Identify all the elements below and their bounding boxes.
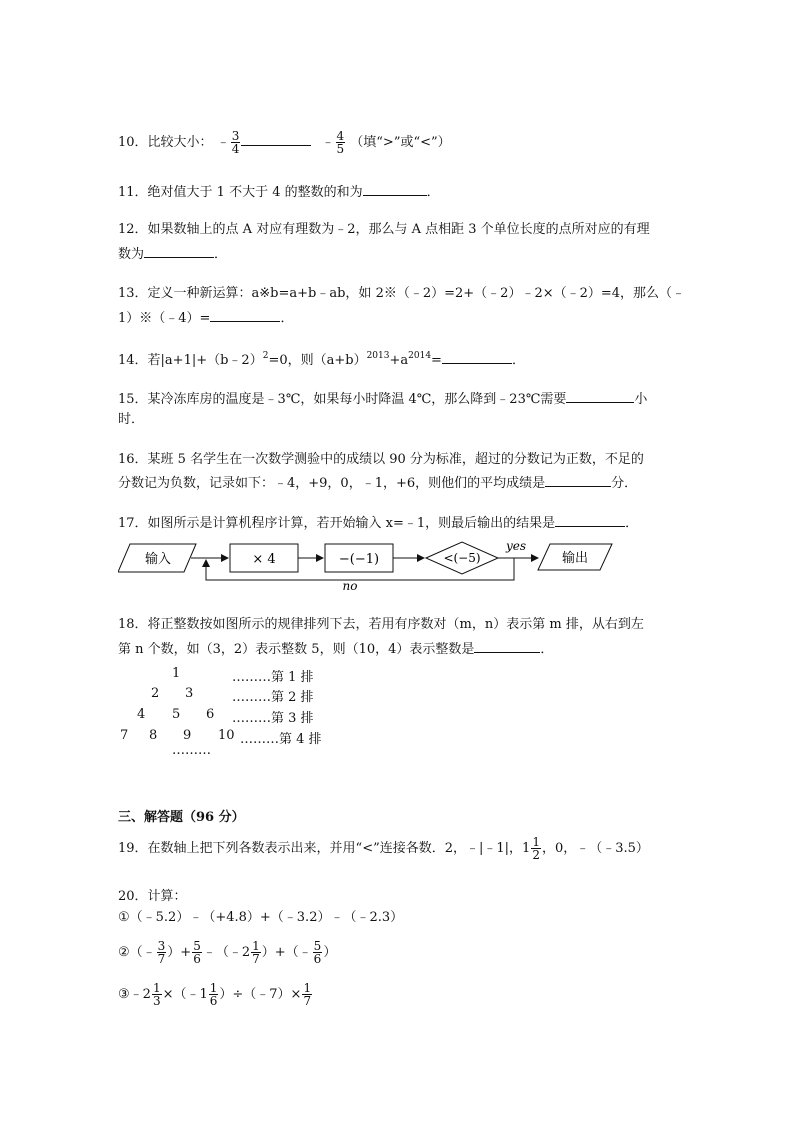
tri-r2-n2: 3 — [185, 686, 194, 701]
q18-end: ． — [540, 642, 554, 657]
q20-p3-f1-den: 3 — [152, 994, 161, 1008]
q11-answer-blank[interactable] — [363, 183, 427, 196]
q20-p2-e: ） — [323, 945, 337, 960]
q15-unit: 小 — [634, 392, 648, 407]
question-18-line-1: 18．将正整数按如图所示的规律排列下去，若用有序数对（m，n）表示第 m 排，从右到左 — [118, 617, 644, 632]
flow-minus-label: −(−1) — [338, 552, 380, 567]
q20-p2-d: ）+（﹣ — [261, 945, 312, 960]
tri-row-1-label: ………第 1 排 — [232, 670, 314, 685]
tri-r4-n3: 9 — [183, 728, 192, 743]
tri-r3-n3: 6 — [206, 707, 215, 722]
tri-continuation-dots: ……… — [172, 743, 211, 758]
q18-answer-blank[interactable] — [474, 640, 540, 653]
q20-p3-a: ③﹣2 — [118, 987, 151, 1002]
q14-text-d: = — [431, 353, 442, 368]
question-19 — [118, 836, 649, 861]
tri-row-3-label: ………第 3 排 — [232, 711, 314, 726]
question-13-line-1: 13．定义一种新运算：a※b=a+b﹣ab，如 2※（﹣2）=2+（﹣2）﹣2×（﹣2）=4，那么（﹣ — [118, 286, 686, 301]
q18-text: 第 n 个数，如（3，2）表示整数 5，则（10，4）表示整数是 — [118, 642, 475, 657]
question-20-heading: 20．计算： — [118, 889, 187, 904]
q15-answer-blank[interactable] — [566, 390, 634, 403]
q19-text-b: ，0，﹣（﹣3.5） — [541, 841, 649, 856]
q20-p3-f2-den: 6 — [209, 994, 218, 1008]
q10-hint: （填“>”或“<”） — [350, 135, 451, 150]
section-3-heading: 三、解答题（96 分） — [118, 810, 245, 825]
flow-output-label: 输出 — [561, 551, 589, 566]
q10-neg-sign-2: ﹣ — [321, 135, 335, 150]
q16-text: 分数记为负数，记录如下：﹣4，+9，0，﹣1，+6，则他们的平均成绩是 — [118, 476, 546, 491]
q20-p2-f3-num: 1 — [252, 939, 260, 953]
tri-row-2-label: ………第 2 排 — [232, 690, 314, 705]
q16-answer-blank[interactable] — [545, 474, 611, 487]
q11-text: 11．绝对值大于 1 不大于 4 的整数的和为 — [118, 185, 363, 200]
q20-p3-b: ×（﹣1 — [162, 987, 208, 1002]
q14-answer-blank[interactable] — [442, 351, 512, 364]
q17-answer-blank[interactable] — [555, 514, 625, 527]
q10-f1-num: 3 — [231, 129, 240, 143]
q20-p3-f2-num: 1 — [209, 981, 218, 995]
q20-p3-f1-num: 1 — [152, 981, 161, 995]
tri-r3-n2: 5 — [172, 707, 181, 722]
program-flowchart — [118, 540, 618, 590]
q20-p2-f4-den: 6 — [313, 952, 322, 966]
q10-f2-num: 4 — [336, 129, 345, 143]
q20-p2-frac-4 — [313, 940, 323, 965]
question-15-line-1 — [118, 390, 647, 408]
q13-answer-blank[interactable] — [210, 309, 280, 322]
q20-p2-f1-den: 7 — [157, 952, 166, 966]
q17-end: ． — [625, 516, 639, 531]
q20-p3-f3-den: 7 — [303, 994, 312, 1008]
q14-text-b: =0，则（a+b） — [268, 353, 367, 368]
question-16-line-2 — [118, 474, 637, 492]
q20-p2-f1-num: 3 — [157, 939, 166, 953]
tri-r4-n2: 8 — [149, 728, 158, 743]
tri-r2-n1: 2 — [151, 686, 160, 701]
q10-neg-sign: ﹣ — [216, 135, 230, 150]
tri-r4-n4: 10 — [218, 728, 235, 743]
q14-exponent-2: 2013 — [366, 351, 390, 361]
q14-text-c: +a — [389, 353, 409, 368]
q14-end: ． — [511, 353, 525, 368]
q20-p2-b: ）+ — [167, 945, 192, 960]
q20-p3-c: ）÷（﹣7）× — [219, 987, 302, 1002]
q19-text-a: 19．在数轴上把下列各数表示出来，并用“<”连接各数．2，﹣|﹣1|，1 — [118, 841, 531, 856]
q20-p2-f2-num: 5 — [193, 939, 201, 953]
q13-text: 1）※（﹣4）= — [118, 311, 211, 326]
q12-answer-blank[interactable] — [144, 245, 214, 258]
q20-p3-frac-3 — [302, 982, 312, 1007]
question-13-line-2 — [118, 309, 293, 327]
q19-f-num: 1 — [532, 835, 540, 849]
question-12-line-1: 12．如果数轴上的点 A 对应有理数为﹣2，那么与 A 点相距 3 个单位长度的点所对应的有理 — [118, 222, 650, 237]
q19-f-den: 2 — [532, 848, 540, 862]
flow-times-label: × 4 — [252, 552, 276, 567]
q20-p2-f3-den: 7 — [252, 952, 260, 966]
q10-answer-blank[interactable] — [241, 133, 311, 146]
q17-text: 17．如图所示是计算机程序计算，若开始输入 x=﹣1，则最后输出的结果是 — [118, 516, 556, 531]
question-18-line-2 — [118, 640, 553, 658]
flow-cond-label: <(−5) — [443, 551, 481, 565]
tri-r1-n1: 1 — [172, 666, 181, 681]
flow-input-label: 输入 — [144, 552, 172, 567]
q16-unit: 分． — [611, 476, 638, 491]
q14-exponent-1: 2 — [262, 351, 269, 361]
question-16-line-1: 16．某班 5 名学生在一次数学测验中的成绩以 90 分为标准，超过的分数记为正数，不足的 — [118, 452, 644, 467]
q20-p2-c: ﹣（﹣2 — [202, 945, 251, 960]
flow-no-label: no — [342, 579, 358, 590]
q20-p3-frac-2 — [209, 982, 219, 1007]
q14-text-a: 14．若|a+1|+（b﹣2） — [118, 353, 263, 368]
q20-p2-f2-den: 6 — [193, 952, 201, 966]
tri-r4-n1: 7 — [120, 728, 129, 743]
q20-p2-frac-2 — [192, 940, 202, 965]
q20-part-1: ①（﹣5.2）﹣（+4.8）+（﹣3.2）﹣（﹣2.3） — [118, 910, 404, 925]
q15-text: 15．某冷冻库房的温度是﹣3℃，如果每小时降温 4℃，那么降到﹣23℃需要 — [118, 392, 567, 407]
q20-p3-frac-1 — [152, 982, 162, 1007]
flow-yes-label: yes — [505, 540, 527, 553]
q20-p2-f4-num: 5 — [313, 939, 322, 953]
question-10 — [118, 130, 451, 155]
q12-end: ． — [214, 247, 228, 262]
tri-r3-n1: 4 — [137, 707, 146, 722]
q10-fraction-1 — [231, 130, 241, 155]
question-15-line-2: 时． — [118, 412, 145, 427]
question-12-line-2 — [118, 245, 227, 263]
q20-p2-frac-1 — [157, 940, 167, 965]
question-11 — [118, 183, 440, 201]
q20-p2-frac-3 — [251, 940, 261, 965]
q12-text: 数为 — [118, 247, 145, 262]
tri-row-4-label: ………第 4 排 — [240, 732, 322, 747]
q10-prefix: 10．比较大小： — [118, 135, 213, 150]
question-14 — [118, 348, 525, 369]
q19-fraction — [531, 836, 541, 861]
q13-end: ． — [280, 311, 294, 326]
q10-f1-den: 4 — [231, 142, 240, 156]
q11-end: ． — [426, 185, 440, 200]
q10-f2-den: 5 — [336, 142, 345, 156]
q20-part-2 — [118, 940, 336, 965]
q20-p2-a: ②（﹣ — [118, 945, 156, 960]
question-17 — [118, 514, 638, 532]
q20-part-3 — [118, 982, 313, 1007]
q14-exponent-3: 2014 — [408, 351, 432, 361]
q10-fraction-2 — [336, 130, 346, 155]
q20-p3-f3-num: 1 — [303, 981, 312, 995]
